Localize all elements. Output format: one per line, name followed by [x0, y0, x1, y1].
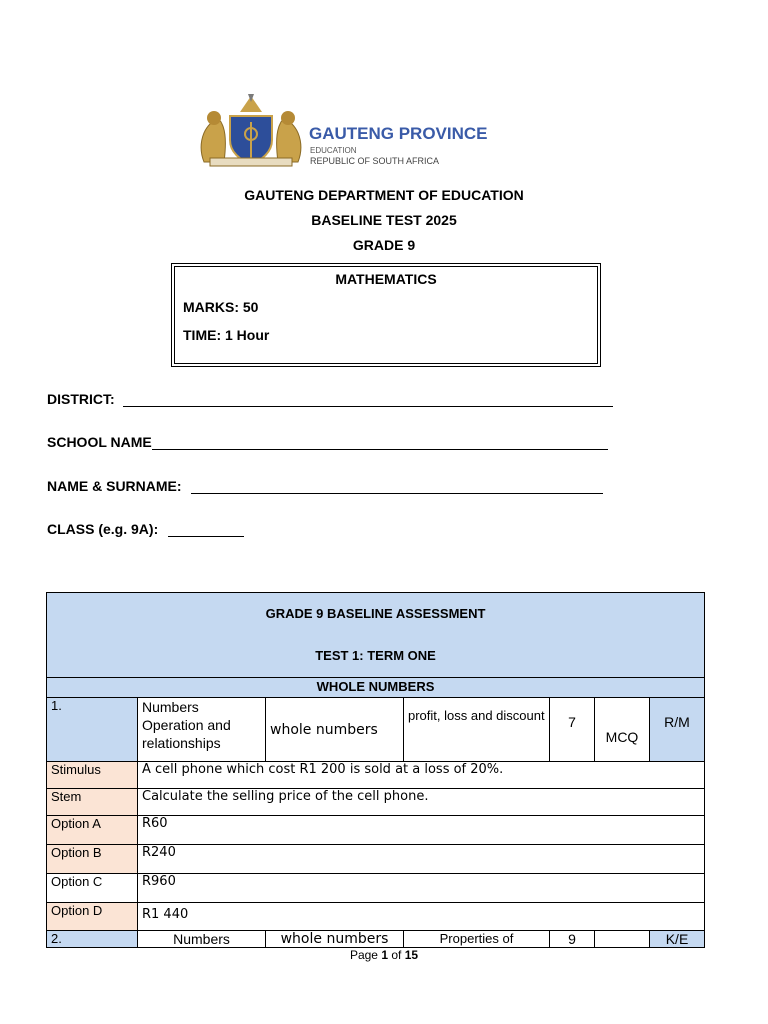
- q1-marks: 7: [550, 698, 595, 762]
- option-d-label: Option D: [47, 903, 138, 931]
- district-label: DISTRICT:: [47, 391, 115, 407]
- table-row: [47, 762, 705, 789]
- q2-marks: 9: [550, 931, 595, 948]
- question-1-header-row: [47, 698, 705, 762]
- test-title: BASELINE TEST 2025: [311, 212, 457, 228]
- grade-title: GRADE 9: [352, 237, 416, 253]
- total-pages: 15: [404, 948, 419, 962]
- option-d-text: R1 440: [138, 903, 705, 931]
- q1-type: MCQ: [595, 698, 650, 762]
- option-a-label: Option A: [47, 816, 138, 845]
- table-row: [47, 789, 705, 816]
- option-c-label: Option C: [47, 874, 138, 903]
- stem-text: Calculate the selling price of the cell phone.: [138, 789, 705, 816]
- class-label: CLASS (e.g. 9A):: [47, 521, 159, 537]
- district-line[interactable]: [123, 392, 613, 407]
- q2-level: K/E: [650, 931, 705, 948]
- school-field[interactable]: [47, 434, 608, 450]
- gauteng-logo: [196, 92, 496, 170]
- district-field[interactable]: [47, 391, 613, 407]
- q1-subtopic: whole numbers: [266, 698, 404, 762]
- q1-topic: Numbers Operation and relationships: [138, 698, 266, 762]
- section-title: WHOLE NUMBERS: [47, 678, 705, 698]
- page-of: of: [388, 948, 405, 962]
- name-field[interactable]: [47, 478, 603, 494]
- option-a-text: R60: [138, 816, 705, 845]
- subject-label: MATHEMATICS: [335, 271, 437, 287]
- term-title: TEST 1: TERM ONE: [315, 648, 436, 663]
- coat-of-arms-icon: [196, 92, 306, 170]
- question-2-header-row: [47, 931, 705, 948]
- class-field[interactable]: [47, 521, 244, 537]
- assessment-table: [46, 592, 705, 948]
- stimulus-label: Stimulus: [47, 762, 138, 789]
- subject-box: [171, 263, 601, 367]
- school-line[interactable]: [152, 435, 608, 450]
- table-row: [47, 816, 705, 845]
- q2-concept: Properties of: [404, 931, 550, 948]
- q1-concept: profit, loss and discount: [404, 698, 550, 762]
- class-line[interactable]: [168, 522, 244, 537]
- q2-topic: Numbers: [138, 931, 266, 948]
- table-row: [47, 874, 705, 903]
- current-page: 1: [381, 948, 388, 962]
- stem-label: Stem: [47, 789, 138, 816]
- department-title: GAUTENG DEPARTMENT OF EDUCATION: [244, 187, 524, 203]
- table-row: [47, 903, 705, 931]
- name-label: NAME & SURNAME:: [47, 478, 182, 494]
- option-c-text: R960: [138, 874, 705, 903]
- q2-type: [595, 931, 650, 948]
- q2-subtopic: whole numbers: [266, 931, 404, 948]
- option-b-text: R240: [138, 845, 705, 874]
- q2-number: 2.: [47, 931, 138, 948]
- logo-subtitle-country: REPUBLIC OF SOUTH AFRICA: [310, 156, 440, 166]
- time-label: TIME: 1 Hour: [183, 327, 270, 343]
- page-prefix: Page: [349, 948, 382, 962]
- table-row: [47, 845, 705, 874]
- q1-level: R/M: [650, 698, 705, 762]
- school-label: SCHOOL NAME: [47, 434, 152, 450]
- assessment-title: GRADE 9 BASELINE ASSESSMENT: [265, 606, 486, 621]
- q1-number: 1.: [47, 698, 138, 762]
- logo-brand-text: GAUTENG PROVINCE: [309, 124, 488, 143]
- marks-label: MARKS: 50: [183, 299, 259, 315]
- assessment-title-cell: [47, 593, 705, 678]
- name-line[interactable]: [191, 479, 603, 494]
- stimulus-text: A cell phone which cost R1 200 is sold at a loss of 20%.: [138, 762, 705, 789]
- logo-subtitle-education: EDUCATION: [310, 146, 357, 155]
- page-number: [0, 948, 768, 962]
- option-b-label: Option B: [47, 845, 138, 874]
